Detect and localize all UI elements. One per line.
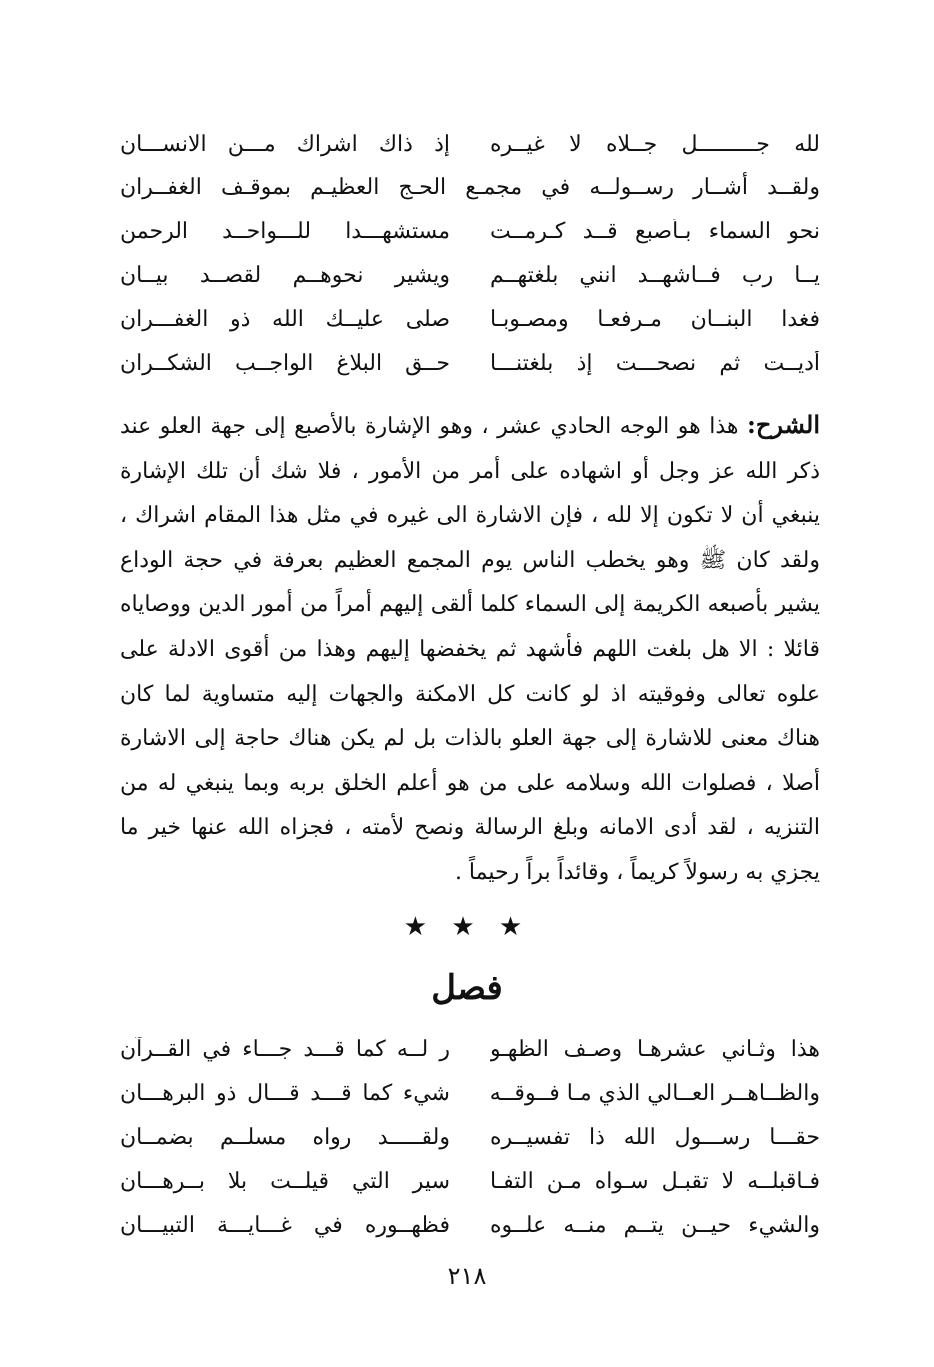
commentary-paragraph xyxy=(120,403,820,896)
verse-line xyxy=(120,209,820,253)
verse-left-hemistich: فظهــوره في غـــايـــة التبيـــان xyxy=(120,1212,450,1238)
verse-line xyxy=(120,122,820,166)
section-separator: ★ ★ ★ xyxy=(403,912,531,942)
verse-line xyxy=(120,1071,820,1115)
verse-right-hemistich: يــا رب فــاشهــد انني بلغتهــم xyxy=(490,262,820,288)
verse-left-hemistich: شيء كما قـــد قـــال ذو البرهـــان xyxy=(120,1080,450,1106)
verse-right-hemistich: والشيء حيــن يتــم منــه علــوه xyxy=(490,1212,820,1238)
verse-left-hemistich: ر لــه كما قـــد جـــاء في القــرآن xyxy=(120,1036,450,1062)
verse-line xyxy=(120,1115,820,1159)
verse-right-hemistich: لله جـــــــــل جــلاه لا غيــره xyxy=(490,131,820,157)
verse-line xyxy=(120,1159,820,1203)
verse-left-hemistich: ويشير نحوهــم لقصــد بيــان xyxy=(120,262,450,288)
verse-right-hemistich: فغدا البنــان مـرفعـا ومصـوبـا xyxy=(490,306,820,332)
verse-right-hemistich: فـاقبلــه لا تقبـل سـواه مـن التفـا xyxy=(490,1168,820,1194)
section-heading: فصل xyxy=(431,968,503,1008)
verse-line xyxy=(120,253,820,297)
verse-right-hemistich: والظــاهــر العــالي الذي مـا فــوقــه xyxy=(490,1080,820,1106)
verse-left-hemistich: ولقـــــد رواه مسلــم بضمــان xyxy=(120,1124,450,1150)
verse-left-hemistich: صلى عليــك الله ذو الغفـــران xyxy=(120,306,450,332)
verse-line xyxy=(120,1027,820,1071)
verse-right-hemistich: هذا وثـاني عشرهـا وصـف الظهـو xyxy=(490,1036,820,1062)
verse-full-line: ولقــد أشــار رســولــه في مجمـع الحـج العظيـم بموقـف الغفــران xyxy=(120,174,820,200)
verse-left-hemistich: مستشهـــدا للـــواحــد الرحمن xyxy=(120,218,450,244)
verse-line xyxy=(120,341,820,385)
verse-right-hemistich: حقـــا رســـول الله ذا تفسيــره xyxy=(490,1124,820,1150)
verse-line xyxy=(120,297,820,341)
verse-left-hemistich: حــق البلاغ الواجــب الشكــران xyxy=(120,350,450,376)
verse-line-full xyxy=(120,165,820,209)
verse-right-hemistich: نحو السماء بـأصبع قــد كـرمــت xyxy=(490,218,820,244)
verse-right-hemistich: أديــت ثم نصحـــت إذ بلغتنـــا xyxy=(490,350,820,376)
verse-line xyxy=(120,1203,820,1247)
verse-left-hemistich: إذ ذاك اشراك مـــن الانســـان xyxy=(120,131,450,157)
page-number: ٢١٨ xyxy=(447,1262,487,1290)
verse-left-hemistich: سير التي قيلــت بلا بــرهـــان xyxy=(120,1168,450,1194)
commentary-label: الشرح: xyxy=(747,410,820,439)
commentary-text: هذا هو الوجه الحادي عشر ، وهو الإشارة بالأصبع إلى جهة العلو عند ذكر الله عز وجل أو اشهاده على أمر من الأمور ، فلا شك أن تلك الإشارة ينبغي أن لا تكون إلا لله ، فإن الاشارة الى غيره في مثل هذا المقام اشراك ، ولقد كان ﷺ وهو يخطب الناس يوم المجمع العظيم بعرفة في حجة الوداع يشير بأصبعه الكريمة إلى السماء كلما ألقى إليهم أمراً من أمور الدين ووصاياه قائلا : الا هل بلغت اللهم فأشهد ثم يخفضها إليهم وهذا من أقوى الادلة على علوه تعالى وفوقيته اذ لو كانت كل الامكنة والجهات إليه متساوية لما كان هناك معنى للاشارة إلى جهة العلو بالذات بل لم يكن هناك حاجة إلى الاشارة أصلا ، فصلوات الله وسلامه على من هو أعلم الخلق بربه وبما ينبغي له من التنزيه ، لقد أدى الامانه وبلغ الرسالة ونصح لأمته ، فجزاه الله عنها خير ما يجزي به رسولاً كريماً ، وقائداً براً رحيماً . xyxy=(120,414,820,885)
